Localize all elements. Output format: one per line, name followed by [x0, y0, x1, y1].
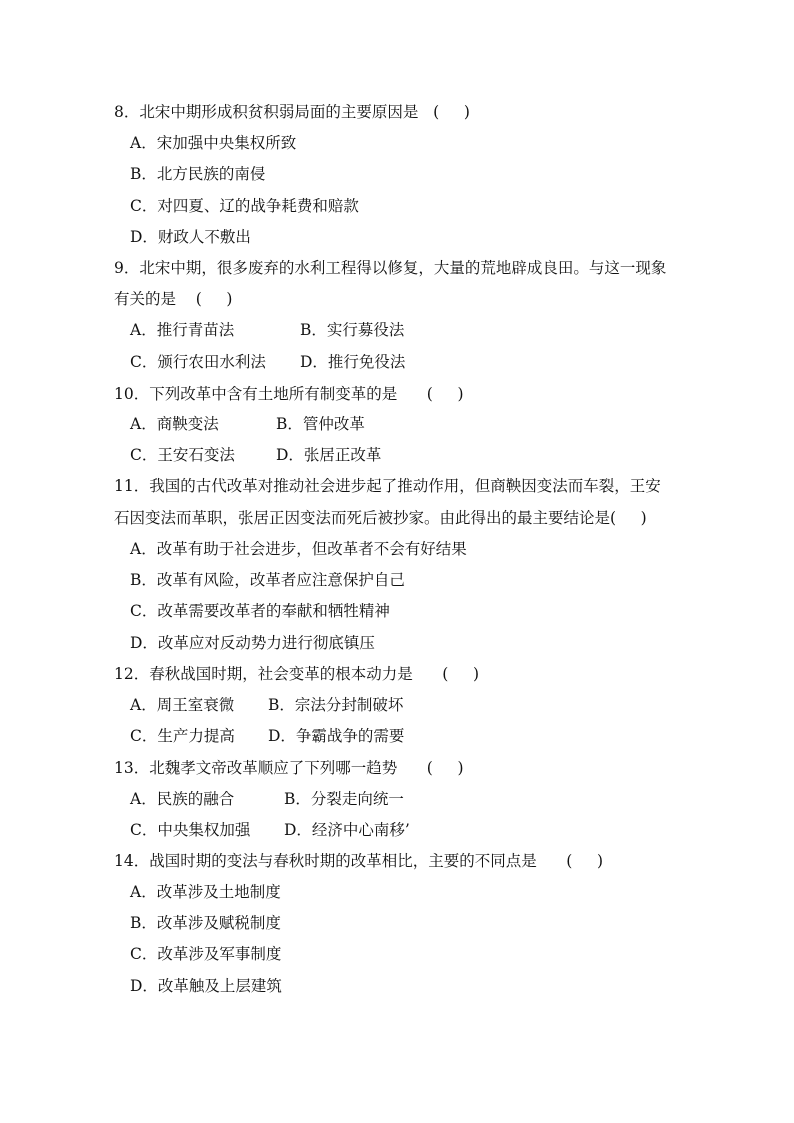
question-13-option-d: D．经济中心南移’ [284, 821, 410, 839]
question-14-option-d: D．改革触及上层建筑 [130, 977, 282, 995]
question-13-option-c: C．中央集权加强 [130, 821, 251, 839]
question-12-option-c: C．生产力提高 [130, 727, 235, 745]
question-11-option-a: A．改革有助于社会进步，但改革者不会有好结果 [130, 540, 467, 558]
question-12-option-a: A．周王室衰微 [130, 696, 235, 714]
question-14-option-c: C．改革涉及军事制度 [130, 945, 282, 963]
question-13-option-a: A．民族的融合 [130, 790, 235, 808]
question-12-option-d: D．争霸战争的需要 [268, 727, 405, 745]
question-10-option-b: B．管仲改革 [276, 415, 365, 433]
question-8-option-c: C．对四夏、辽的战争耗费和赔款 [130, 197, 359, 215]
question-9-option-a: A．推行青苗法 [130, 321, 235, 339]
question-12-option-b: B．宗法分封制破坏 [268, 696, 404, 714]
question-13-stem: 13．北魏孝文帝改革顺应了下列哪一趋势 ( ) [114, 759, 464, 777]
question-8-stem: 8．北宋中期形成积贫积弱局面的主要原因是 ( ) [114, 103, 470, 121]
question-8-option-b: B．北方民族的南侵 [130, 165, 266, 183]
question-10-option-c: C．王安石变法 [130, 446, 235, 464]
question-8-option-a: A．宋加强中央集权所致 [130, 134, 297, 152]
question-11-stem-continued: 石因变法而革职，张居正因变法而死后被抄家。由此得出的最主要结论是( ) [114, 509, 647, 527]
question-9-option-d: D．推行免役法 [300, 353, 406, 371]
question-10-option-d: D．张居正改革 [276, 446, 382, 464]
question-8-option-d: D．财政人不敷出 [130, 228, 251, 246]
question-9-option-c: C．颁行农田水利法 [130, 353, 266, 371]
question-12-stem: 12．春秋战国时期，社会变革的根本动力是 ( ) [114, 665, 480, 683]
question-13-option-b: B．分裂走向统一 [284, 790, 404, 808]
question-14-option-b: B．改革涉及赋税制度 [130, 914, 281, 932]
question-11-option-c: C．改革需要改革者的奉献和牺牲精神 [130, 602, 390, 620]
question-11-option-b: B．改革有风险，改革者应注意保护自己 [130, 571, 405, 589]
question-14-option-a: A．改革涉及土地制度 [130, 883, 281, 901]
question-9-option-b: B．实行募役法 [300, 321, 405, 339]
question-10-option-a: A．商鞅变法 [130, 415, 219, 433]
question-9-stem-continued: 有关的是 ( ) [114, 290, 233, 308]
question-11-option-d: D．改革应对反动势力进行彻底镇压 [130, 634, 375, 652]
question-9-stem: 9．北宋中期，很多废弃的水利工程得以修复，大量的荒地辟成良田。与这一现象 [114, 259, 667, 277]
question-10-stem: 10．下列改革中含有土地所有制变革的是 ( ) [114, 385, 464, 403]
question-11-stem: 11．我国的古代改革对推动社会进步起了推动作用，但商鞅因变法而车裂，王安 [114, 477, 661, 495]
question-14-stem: 14．战国时期的变法与春秋时期的改革相比，主要的不同点是 ( ) [114, 852, 604, 870]
